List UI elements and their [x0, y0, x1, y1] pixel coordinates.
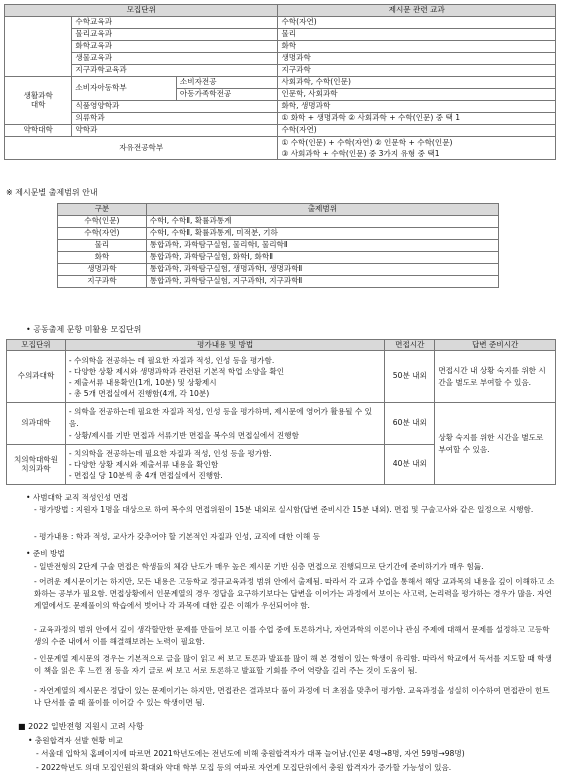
unit-cell: 지구과학교육과: [72, 65, 278, 77]
scope-cell: 통합과학, 과학탐구실험, 생명과학Ⅰ, 생명과학Ⅱ: [146, 264, 498, 276]
interview-table: [6, 339, 556, 485]
header-unit: 모집단위: [7, 340, 66, 351]
scope-cell: 통합과학, 과학탐구실험, 지구과학Ⅰ, 지구과학Ⅱ: [146, 276, 498, 288]
eval-cell: [65, 445, 384, 485]
category-cell: 생명과학: [58, 264, 147, 276]
subject-cell: [278, 137, 556, 160]
subject-cell: 생명과학: [278, 53, 556, 65]
eval-item: - 상황/제시를 기반 면접과 서류기반 면접을 복수의 면접실에서 진행함: [68, 430, 299, 440]
header-time: 면접시간: [385, 340, 435, 351]
section-title-scope: ※ 제시문별 출제범위 안내: [6, 188, 98, 197]
subject-cell: 화학, 생명과학: [278, 101, 556, 113]
unit-cell: 의과대학: [7, 403, 66, 445]
paragraph: - 어려운 제시문이기는 하지만, 모든 내용은 고등학교 정규교육과정 범위 안에서 출제됨. 따라서 각 교과 수업을 통해서 해당 교과목의 내용을 깊이 이해하고 소화하는 공부가 필요함. 면접상황에서 인문계열의 경우 정답을 요구하기보다는 답변을 이어가는 과정에서 보이는 사고력, 논리력을 평가하는 경우가 많음. 자연계열에서도 문제풀이의 학습에서 벗어나 각 과목에 대한 깊은 이해가 우선되어야 함.: [34, 577, 555, 610]
college-cell: 생활과학 대학: [5, 77, 72, 125]
header-prep: 답변 준비시간: [435, 340, 556, 351]
subsection-title: • 충원합격자 선발 현황 비교: [28, 736, 123, 745]
header-eval: 평가내용 및 방법: [65, 340, 384, 351]
unit-cell: 수의과대학: [7, 351, 66, 403]
subject-cell: 수학(자연): [278, 125, 556, 137]
paragraph: - 교육과정의 범위 안에서 깊이 생각할만한 문제를 만들어 보고 이를 수업 중에 토론하거나, 자연과학의 이론이나 관심 주제에 대해서 문제를 설정하고 고등학생의 수준 내에서 이를 해결해보려는 노력이 필요함.: [34, 625, 550, 646]
scope-table: [57, 203, 499, 288]
unit-cell: 치의학대학원 치의과학: [7, 445, 66, 485]
header-subject: 제시문 관련 교과: [278, 5, 556, 17]
unit-cell: 물리교육과: [72, 29, 278, 41]
unit-cell: 화학교육과: [72, 41, 278, 53]
prep-cell: 면접시간 내 상황 숙지를 위한 시간을 별도로 부여할 수 있음.: [435, 351, 556, 403]
subject-cell: 인문학, 사회과학: [278, 89, 556, 101]
subject-relation-table: [4, 4, 556, 160]
paragraph: - 일반전형의 2단계 구술 면접은 학생들의 체감 난도가 매우 높은 제시문 기반 심층 면접으로 진행되므로 단기간에 준비하기가 매우 힘듦.: [34, 562, 484, 571]
paragraph: - 서울대 입학처 홈페이지에 따르면 2021학년도에는 전년도에 비해 충원합격자가 대폭 늘어남.(인문 4명→8명, 자연 59명→98명): [36, 749, 465, 758]
major-cell: 소비자전공: [176, 77, 278, 89]
scope-cell: 수학Ⅰ, 수학Ⅱ, 확률과통계, 미적분, 기하: [146, 228, 498, 240]
paragraph: - 평가방법 : 지원자 1명을 대상으로 하여 복수의 면접위원이 15분 내외로 실시함(답변 준비시간 15분 내외). 면접 및 구술고사와 같은 일정으로 시행함.: [34, 505, 534, 514]
header-scope: 출제범위: [146, 204, 498, 216]
paragraph: - 자연계열의 제시문은 정답이 있는 문제이기는 하지만, 면접관은 결과보다 풀이 과정에 더 초점을 맞추어 평가함. 교육과정을 성실히 이수하여 면접관이 힌트나 단서를 줄 때 풀이를 이어갈 수 있는 학생이면 됨.: [34, 686, 550, 707]
header-category: 구분: [58, 204, 147, 216]
eval-item: - 의학을 전공하는데 필요한 자질과 적성, 인성 등을 평가하며, 제시문에 영어가 활용될 수 있음.: [68, 406, 372, 428]
time-cell: 50분 내외: [385, 351, 435, 403]
subject-cell: ① 화학 + 생명과학 ② 사회과학 + 수학(인문) 중 택 1: [278, 113, 556, 125]
category-cell: 수학(인문): [58, 216, 147, 228]
unit-cell: 식품영양학과: [72, 101, 278, 113]
major-cell: 아동가족학전공: [176, 89, 278, 101]
category-cell: 물리: [58, 240, 147, 252]
category-cell: 지구과학: [58, 276, 147, 288]
unit-cell: 의류학과: [72, 113, 278, 125]
eval-item: - 수의학을 전공하는 데 필요한 자질과 적성, 인성 등을 평가함.: [68, 355, 275, 365]
section-title-teaching: • 사범대학 교직 적성인성 면접: [26, 493, 129, 502]
time-cell: 40분 내외: [385, 445, 435, 485]
scope-cell: 수학Ⅰ, 수학Ⅱ, 확률과통계: [146, 216, 498, 228]
header-unit: 모집단위: [5, 5, 278, 17]
college-cell: 약학대학: [5, 125, 72, 137]
section-title-2022: ■ 2022 일반전형 지원시 고려 사항: [18, 722, 144, 731]
unit-cell: 생물교육과: [72, 53, 278, 65]
eval-cell: [65, 403, 384, 445]
subject-line: ① 수학(인문) + 수학(자연) ② 인문학 + 수학(인문): [281, 138, 453, 147]
subject-cell: 사회과학, 수학(인문): [278, 77, 556, 89]
unit-cell: 소비자아동학부: [72, 77, 177, 101]
paragraph: - 평가내용 : 학과 적성, 교사가 갖추어야 할 기본적인 자질과 인성, 교직에 대한 이해 등: [34, 532, 320, 541]
college-edu-cell: [5, 17, 72, 77]
subject-cell: 물리: [278, 29, 556, 41]
scope-cell: 통합과학, 과학탐구실험, 화학Ⅰ, 화학Ⅱ: [146, 252, 498, 264]
category-cell: 수학(자연): [58, 228, 147, 240]
unit-cell: 약학과: [72, 125, 278, 137]
subject-cell: 수학(자연): [278, 17, 556, 29]
paragraph: - 인문계열 제시문의 경우는 기본적으로 글을 많이 읽고 써 보고 토론과 발표를 많이 해 본 경험이 있는 학생이 유리함. 따라서 학교에서 독서를 지도할 때 학생이 책을 읽은 후 느낀 점 등을 자기 글로 써 보고 서로 토론하고 발표할 기회를 주어 역량을 길러 주는 것이 도움이 됨.: [34, 654, 552, 675]
eval-item: - 총 5개 면접실에서 진행함(4개, 각 10분): [68, 388, 210, 398]
category-cell: 화학: [58, 252, 147, 264]
subject-line: ③ 사회과학 + 수학(인문) 중 3가지 유형 중 택1: [281, 149, 440, 158]
eval-item: - 제출서류 내용확인(1개, 10분) 및 상황제시: [68, 377, 217, 387]
section-title-joint: • 공동출제 문항 미활용 모집단위: [26, 325, 142, 334]
prep-cell: 상황 숙지를 위한 시간을 별도로 부여할 수 있음.: [435, 403, 556, 485]
section-title-prep: • 준비 방법: [26, 549, 65, 558]
eval-cell: [65, 351, 384, 403]
paragraph: - 2022학년도 의대 모집인원의 확대와 약대 학부 모집 등의 여파로 자연계 모집단위에서 충원 합격자가 증가할 가능성이 있음.: [36, 763, 452, 772]
scope-cell: 통합과학, 과학탐구실험, 물리학Ⅰ, 물리학Ⅱ: [146, 240, 498, 252]
time-cell: 60분 내외: [385, 403, 435, 445]
eval-item: - 다양한 상황 제시와 생명과학과 관련된 기본적 학업 소양을 확인: [68, 366, 285, 376]
eval-item: - 다양한 상황 제시와 제출서류 내용을 확인함: [68, 460, 219, 469]
unit-cell: 자유전공학부: [5, 137, 278, 160]
unit-cell: 수학교육과: [72, 17, 278, 29]
subject-cell: 화학: [278, 41, 556, 53]
eval-item: - 면접실 당 10분씩 총 4개 면접실에서 진행함.: [68, 471, 223, 480]
eval-item: - 치의학을 전공하는데 필요한 자질과 적성, 인성 등을 평가함.: [68, 449, 272, 458]
subject-cell: 지구과학: [278, 65, 556, 77]
